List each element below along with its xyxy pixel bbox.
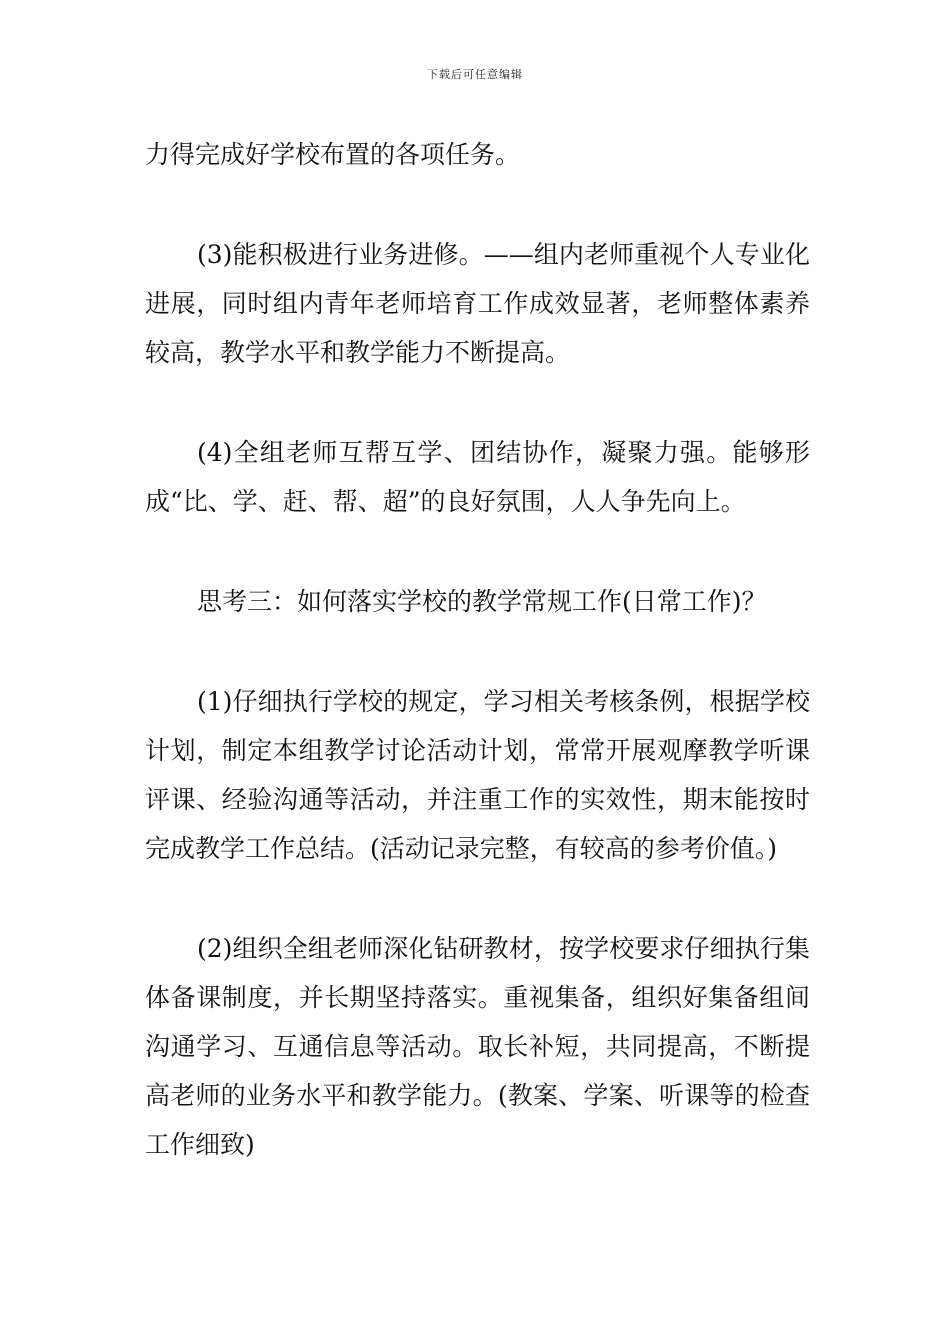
section-heading-think-3: 思考三：如何落实学校的教学常规工作(日常工作)？ [197, 587, 767, 616]
paragraph-item-3: (3)能积极进行业务进修。——组内老师重视个人专业化进展，同时组内青年老师培育工作成效显著，老师整体素养较高，教学水平和教学能力不断提高。 [145, 240, 810, 367]
document-body [145, 130, 810, 1169]
paragraph-continuation: 力得完成好学校布置的各项任务。 [145, 140, 521, 169]
paragraph-item-4: (4)全组老师互帮互学、团结协作，凝聚力强。能够形成“比、学、赶、帮、超”的良好氛围，人人争先向上。 [145, 438, 810, 516]
paragraph-item-1: (1)仔细执行学校的规定，学习相关考核条例，根据学校计划，制定本组教学讨论活动计划，常常开展观摩教学听课评课、经验沟通等活动，并注重工作的实效性，期末能按时完成教学工作总结。(活动记录完整，有较高的参考价值。) [145, 687, 810, 863]
page-header: 下载后可任意编辑 [427, 68, 523, 81]
paragraph-item-2: (2)组织全组老师深化钻研教材，按学校要求仔细执行集体备课制度，并长期坚持落实。重视集备，组织好集备组间沟通学习、互通信息等活动。取长补短，共同提高，不断提高老师的业务水平和教学能力。(教案、学案、听课等的检查工作细致) [145, 934, 810, 1159]
